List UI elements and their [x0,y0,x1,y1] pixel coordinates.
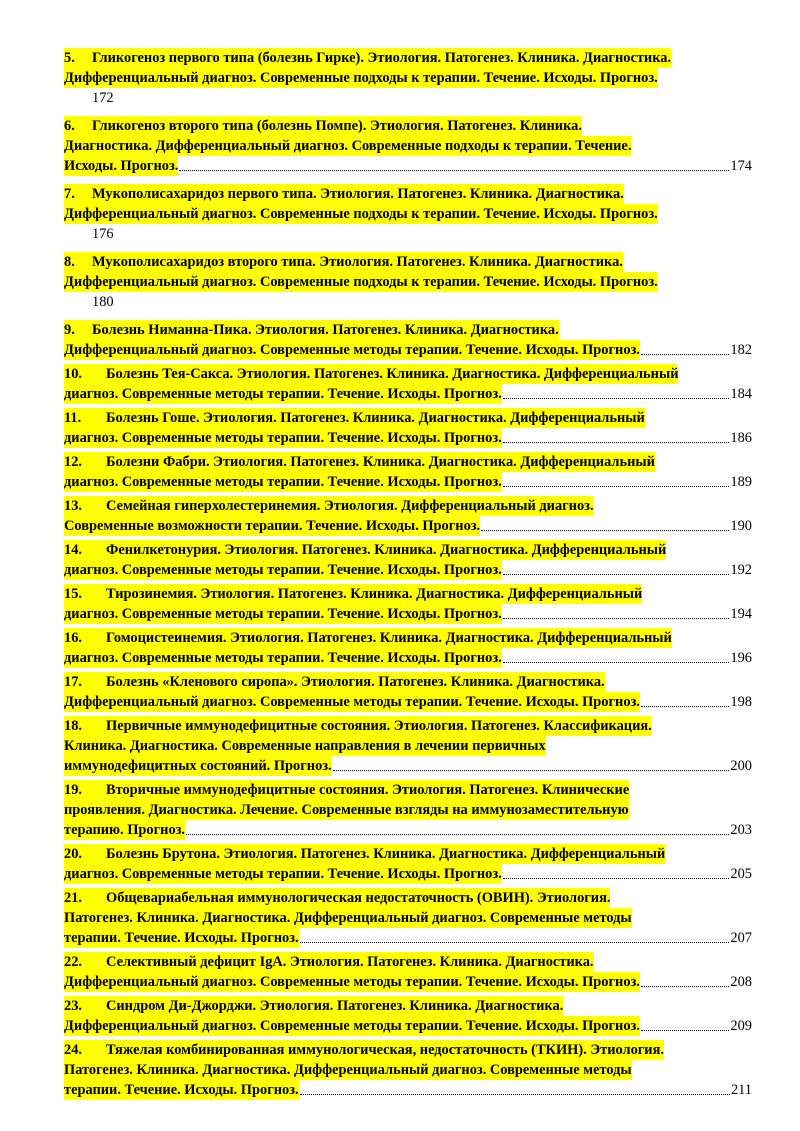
toc-entry-title-part: Гликогеноз второго типа (болезнь Помпе). Этиология. Патогенез. Клиника. [92,118,582,134]
toc-entry-title-part: Дифференциальный диагноз. Современные подходы к терапии. Течение. Исходы. Прогноз. [64,70,658,86]
dot-leader [641,353,730,355]
toc-entry-line [64,888,752,908]
toc-entry-line [64,560,752,580]
toc-entry-line [64,272,752,292]
toc-entry[interactable] [64,184,752,244]
toc-entry-title-part: Патогенез. Клиника. Диагностика. Дифференциальный диагноз. Современные методы [64,910,632,926]
toc-entry-line [64,48,752,68]
toc-entry-page: 198 [730,694,752,710]
toc-entry-page: 209 [730,1018,752,1034]
toc-entry-line [64,1040,752,1060]
toc-entry-number: 20. [64,846,82,862]
toc-entry-page: 203 [730,822,752,838]
toc-entry-text [64,716,652,736]
toc-entry-page: 174 [730,158,752,174]
toc-entry-text [64,1040,664,1060]
toc-entry-number: 12. [64,454,82,470]
toc-entry-text [64,648,502,668]
toc-entry-title-part: терапии. Течение. Исходы. Прогноз. [64,930,299,946]
dot-leader [503,397,730,399]
toc-entry-title-part: диагноз. Современные методы терапии. Течение. Исходы. Прогноз. [64,386,502,402]
toc-entry-number: 19. [64,782,82,798]
toc-entry[interactable] [64,584,752,624]
toc-entry-text [64,384,502,404]
toc-entry-line [64,384,752,404]
toc-entry-text [64,736,546,756]
toc-entry[interactable] [64,628,752,668]
toc-entry-text [64,972,640,992]
toc-entry[interactable] [64,952,752,992]
toc-entry-title-part: иммунодефицитных состояний. Прогноз. [64,758,332,774]
toc-entry-text [64,800,629,820]
toc-entry-page: 180 [92,294,114,310]
toc-entry-text [64,516,480,536]
dot-leader [179,169,729,171]
toc-entry-text [64,864,502,884]
toc-entry-page: 205 [730,866,752,882]
toc-entry-title-part: проявления. Диагностика. Лечение. Современные взгляды на иммунозаместительную [64,802,629,818]
toc-entry-line [64,184,752,204]
toc-entry-page: 190 [730,518,752,534]
toc-entry-page: 182 [730,342,752,358]
toc-entry-title-part: Дифференциальный диагноз. Современные подходы к терапии. Течение. Исходы. Прогноз. [64,274,658,290]
toc-entry-title-part: Селективный дефицит IgA. Этиология. Патогенез. Клиника. Диагностика. [106,954,594,970]
toc-entry-title-part: диагноз. Современные методы терапии. Течение. Исходы. Прогноз. [64,650,502,666]
toc-entry[interactable] [64,48,752,108]
toc-entry-line [64,844,752,864]
toc-entry-number: 16. [64,630,82,646]
toc-entry-text [64,364,678,384]
dot-leader [186,833,729,835]
toc-entry-line [64,628,752,648]
toc-entry-title-part: Дифференциальный диагноз. Современные методы терапии. Течение. Исходы. Прогноз. [64,342,640,358]
toc-entry-text [64,584,642,604]
toc-entry-page: 186 [730,430,752,446]
toc-entry-line [64,716,752,736]
toc-entry-title-part: Болезнь Гоше. Этиология. Патогенез. Клиника. Диагностика. Дифференциальный [106,410,645,426]
toc-entry-text [64,452,655,472]
toc-entry[interactable] [64,320,752,360]
toc-entry-text [64,672,605,692]
toc-entry-line [64,320,752,340]
dot-leader [641,985,730,987]
toc-entry-text [64,156,178,176]
toc-entry-text [64,184,624,204]
dot-leader [503,485,730,487]
dot-leader [300,941,730,943]
toc-entry-number: 22. [64,954,82,970]
toc-entry-page: 172 [92,90,114,106]
dot-leader [503,877,730,879]
toc-entry-number: 6. [64,118,75,134]
toc-entry-page: 196 [730,650,752,666]
dot-leader [481,529,729,531]
toc-entry-line [64,736,752,756]
dot-leader [333,769,730,771]
toc-entry-line [64,88,752,108]
toc-entry[interactable] [64,996,752,1036]
toc-entry-text [64,952,594,972]
toc-entry-line [64,156,752,176]
toc-entry-line [64,1016,752,1036]
toc-entry-text [64,428,502,448]
toc-entry-number: 21. [64,890,82,906]
toc-entry-text [64,692,640,712]
toc-entry-line [64,820,752,840]
toc-entry-title-part: Вторичные иммунодефицитные состояния. Этиология. Патогенез. Клинические [106,782,630,798]
toc-entry-title-part: Мукополисахаридоз первого типа. Этиология. Патогенез. Клиника. Диагностика. [92,186,624,202]
toc-entry-line [64,136,752,156]
toc-entry-text [64,888,610,908]
toc-entry-line [64,496,752,516]
toc-entry-title-part: диагноз. Современные методы терапии. Течение. Исходы. Прогноз. [64,430,502,446]
toc-entry[interactable] [64,1040,752,1100]
toc-entry-line [64,252,752,272]
toc-entry-title-part: Дифференциальный диагноз. Современные методы терапии. Течение. Исходы. Прогноз. [64,1018,640,1034]
toc-entry-text [64,540,666,560]
toc-entry-text [64,560,502,580]
toc-entry-page: 176 [92,226,114,242]
toc-entry-text [64,628,672,648]
toc-entry[interactable] [64,780,752,840]
toc-entry-line [64,516,752,536]
toc-entry-line [64,408,752,428]
toc-entry-page: 207 [730,930,752,946]
toc-entry-number: 11. [64,410,82,426]
toc-entry[interactable] [64,716,752,776]
toc-entry-title-part: Диагностика. Дифференциальный диагноз. Современные подходы к терапии. Течение. [64,138,632,154]
toc-entry-title-part: Болезнь Ниманна-Пика. Этиология. Патогенез. Клиника. Диагностика. [92,322,559,338]
toc-entry-page: 184 [730,386,752,402]
toc-entry-text [64,908,632,928]
toc-entry[interactable] [64,888,752,948]
toc-entry-text [64,204,658,224]
toc-entry-line [64,1080,752,1100]
toc-entry[interactable] [64,672,752,712]
toc-entry-line [64,472,752,492]
toc-entry-number: 13. [64,498,82,514]
toc-entry[interactable] [64,496,752,536]
toc-entry-title-part: Патогенез. Клиника. Диагностика. Дифференциальный диагноз. Современные методы [64,1062,632,1078]
toc-entry-line [64,224,752,244]
toc-entry-title-part: Гликогеноз первого типа (болезнь Гирке). Этиология. Патогенез. Клиника. Диагностика. [92,50,672,66]
toc-entry-title-part: Дифференциальный диагноз. Современные методы терапии. Течение. Исходы. Прогноз. [64,694,640,710]
toc-entry-text [64,756,332,776]
toc-entry-title-part: Исходы. Прогноз. [64,158,179,174]
toc-entry-text [64,320,559,340]
toc-entry-title-part: диагноз. Современные методы терапии. Течение. Исходы. Прогноз. [64,474,502,490]
toc-entry-number: 8. [64,254,75,270]
toc-entry-line [64,864,752,884]
toc-entry-line [64,340,752,360]
toc-entry-page: 192 [730,562,752,578]
toc-entry-line [64,972,752,992]
toc-entry-line [64,292,752,312]
toc-entry-text [64,844,665,864]
toc-entry-title-part: Первичные иммунодефицитные состояния. Этиология. Патогенез. Классификация. [106,718,652,734]
toc-entry-text [64,116,582,136]
toc-entry-title-part: Синдром Ди-Джорджи. Этиология. Патогенез. Клиника. Диагностика. [106,998,564,1014]
toc-entry-number: 24. [64,1042,82,1058]
toc-entry-line [64,780,752,800]
toc-entry-line [64,648,752,668]
toc-entry-title-part: Фенилкетонурия. Этиология. Патогенез. Клиника. Диагностика. Дифференциальный [106,542,667,558]
toc-entry-text [64,496,594,516]
toc-entry-title-part: Болезнь Тея-Сакса. Этиология. Патогенез. Клиника. Диагностика. Дифференциальный [106,366,679,382]
toc-entry-title-part: Современные возможности терапии. Течение. Исходы. Прогноз. [64,518,481,534]
toc-entry-text [64,340,640,360]
dot-leader [503,573,730,575]
toc-entry-line [64,756,752,776]
toc-entry-number: 23. [64,998,82,1014]
toc-entry-line [64,952,752,972]
toc-entry-number: 7. [64,186,75,202]
toc-entry-title-part: Мукополисахаридоз второго типа. Этиология. Патогенез. Клиника. Диагностика. [92,254,623,270]
toc-entry-page: 194 [730,606,752,622]
toc-entry-line [64,364,752,384]
toc-entry[interactable] [64,364,752,404]
toc-entry-number: 17. [64,674,82,690]
toc-entry-title-part: Гомоцистеинемия. Этиология. Патогенез. Клиника. Диагностика. Дифференциальный [106,630,672,646]
dot-leader [503,661,730,663]
toc-entry-title-part: терапии. Течение. Исходы. Прогноз. [64,1082,299,1098]
toc-entry-line [64,692,752,712]
toc-entry-line [64,672,752,692]
toc-entry[interactable] [64,540,752,580]
toc-entry-title-part: диагноз. Современные методы терапии. Течение. Исходы. Прогноз. [64,866,502,882]
toc-entry-text [64,1016,640,1036]
toc-entry-line [64,116,752,136]
toc-entry-title-part: Болезнь «Кленового сиропа». Этиология. Патогенез. Клиника. Диагностика. [106,674,605,690]
table-of-contents [64,48,752,1100]
toc-entry-number: 18. [64,718,82,734]
toc-entry-text [64,928,299,948]
toc-entry-number: 15. [64,586,82,602]
toc-entry[interactable] [64,116,752,176]
toc-entry-title-part: терапию. Прогноз. [64,822,186,838]
dot-leader [641,705,730,707]
toc-entry-number: 10. [64,366,82,382]
toc-entry-text [64,1060,632,1080]
toc-entry-page: 189 [730,474,752,490]
toc-entry-title-part: диагноз. Современные методы терапии. Течение. Исходы. Прогноз. [64,606,502,622]
toc-entry-number: 14. [64,542,82,558]
toc-entry-number: 9. [64,322,75,338]
toc-entry-text [64,68,658,88]
dot-leader [300,1093,730,1095]
toc-entry-text [64,820,185,840]
toc-entry-line [64,604,752,624]
toc-entry-text [64,252,623,272]
toc-entry-text [64,996,563,1016]
toc-entry-title-part: Болезнь Брутона. Этиология. Патогенез. Клиника. Диагностика. Дифференциальный [106,846,666,862]
toc-entry-title-part: диагноз. Современные методы терапии. Течение. Исходы. Прогноз. [64,562,502,578]
toc-entry-line [64,428,752,448]
toc-entry-title-part: Клиника. Диагностика. Современные направления в лечении первичных [64,738,546,754]
dot-leader [641,1029,730,1031]
toc-entry-line [64,1060,752,1080]
toc-entry[interactable] [64,408,752,448]
toc-entry-title-part: Болезни Фабри. Этиология. Патогенез. Клиника. Диагностика. Дифференциальный [106,454,655,470]
toc-entry-text [64,48,671,68]
toc-entry-title-part: Тяжелая комбинированная иммунологическая, недостаточность (ТКИН). Этиология. [106,1042,664,1058]
toc-entry-title-part: Общевариабельная иммунологическая недостаточность (ОВИН). Этиология. [106,890,611,906]
toc-entry[interactable] [64,452,752,492]
toc-entry-page: 200 [730,758,752,774]
toc-entry[interactable] [64,844,752,884]
toc-entry-title-part: Дифференциальный диагноз. Современные подходы к терапии. Течение. Исходы. Прогноз. [64,206,658,222]
toc-entry-page: 208 [730,974,752,990]
toc-entry-line [64,540,752,560]
toc-entry-text [64,780,629,800]
toc-entry-text [64,272,658,292]
toc-entry-line [64,908,752,928]
toc-entry-title-part: Тирозинемия. Этиология. Патогенез. Клиника. Диагностика. Дифференциальный [106,586,643,602]
toc-entry[interactable] [64,252,752,312]
toc-entry-line [64,584,752,604]
toc-entry-text [64,472,502,492]
toc-entry-page: 211 [730,1082,752,1098]
toc-entry-line [64,800,752,820]
toc-entry-line [64,996,752,1016]
toc-entry-number: 5. [64,50,75,66]
dot-leader [503,617,730,619]
toc-entry-text [64,136,631,156]
toc-entry-text [64,604,502,624]
dot-leader [503,441,730,443]
toc-entry-line [64,452,752,472]
toc-entry-text [64,1080,299,1100]
toc-entry-line [64,204,752,224]
toc-entry-line [64,68,752,88]
toc-entry-text [64,408,645,428]
toc-entry-title-part: Дифференциальный диагноз. Современные методы терапии. Течение. Исходы. Прогноз. [64,974,640,990]
toc-entry-line [64,928,752,948]
toc-entry-title-part: Семейная гиперхолестеринемия. Этиология. Дифференциальный диагноз. [106,498,594,514]
